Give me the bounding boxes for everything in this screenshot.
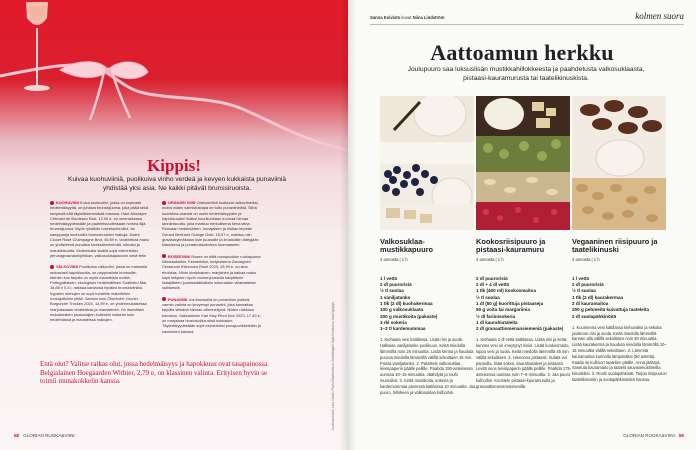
section-tag: kolmen suora — [635, 11, 684, 21]
ingredient: 1 tlk (2 dl) kuohukermaa — [380, 301, 433, 306]
ingredient: 100 g valkosuklaata — [380, 307, 424, 313]
ingredient: ½ tl suolaa — [476, 294, 500, 300]
wine-label: PUNAVIINI — [168, 296, 188, 302]
article-title: Kippis! — [147, 156, 201, 175]
wine-label: VALKOVIINI — [56, 264, 78, 270]
ingredient: 1 l vettä — [380, 275, 398, 281]
vegan-porridge-photo — [572, 96, 666, 230]
wine-paragraph — [50, 200, 150, 258]
wine-paragraph — [162, 200, 262, 248]
byline-author: Sanna Koivisto — [370, 15, 401, 20]
wine-paragraph — [162, 254, 262, 291]
page-number: 59 — [678, 433, 684, 438]
recipe-title: Valkosuklaa-mustikkapuuro — [380, 237, 433, 255]
footer-right — [623, 433, 684, 438]
wine-text: Oranssiviinit tuottavat valkoviineiksi, mutta niiden valmistustapa on tuttu punaviineistä. Siinä kuoriviina-oranssi on usein hedelmäisyyden ja hapokkuuden lisäksi kuorikonkaan tuomaa hienaa tanniinisuutta, joka maistuu herkullisena keruuviina. Runsaan hedelmäisen, hunajaisen ja hiukan kirpeän Gerard Bertrand Orange Gold, 15,97 e, maistuu niin gravlaxkylmäkalan kuin juustoille ja ilmaisiäkin äärtyjään klassisena ja puraanuskaimisen tuomaaseen. — [162, 200, 259, 248]
bullet-dot-icon — [162, 201, 166, 205]
byline-connector: kuvat — [400, 15, 413, 20]
wine-column-right — [162, 200, 262, 340]
wine-paragraph — [50, 264, 150, 322]
ingredient: 2 dl suolapähkinöitä — [572, 313, 617, 319]
wine-text: Rosee on riittä monipuolisin ruokajuoma kiltoiskakaihin. Esimerkiksi, kiviyksisena Zaccagnini Cerasuolo d'Abruzzo Rosé 2023, 15,99 e, on siva ehdokas. Viinin kirsikkainen, marjainen ja kaikaa maku sopii erityisen hyvin vuohenjuustolla sävyttäviin lisäajillisten juustosidäkkäisiin kokonaisiin villamaistisin suihkeisiin. — [162, 253, 261, 291]
ingredient: 2 dl puurorisiä — [380, 282, 412, 288]
ingredient: 200 g pehmeitä kuivattuja taateleita — [572, 307, 650, 313]
recipe-title: Kookosriisipuuro ja pistaasi-kauramuru — [476, 237, 546, 255]
ingredient: 1 vaniljatanko — [380, 294, 411, 300]
bullet-dot-icon — [162, 254, 166, 258]
bullet-dot-icon — [50, 265, 54, 269]
blueberry-porridge-photo — [380, 96, 474, 230]
ingredient-list — [476, 276, 572, 333]
recipe-photo-pistachio — [476, 96, 570, 230]
byline-photographer: Niina Lindström — [412, 15, 445, 20]
wine-text: Jos brunssilla on punaviinin ystäviä, varmin valinta on kevyempi punaviini, joka kannattaa tarjoilla viileänä hieman viilennettynä. Niiden raikkaus korostuu. Saksalainen Karl May Pinot Noir 2023, 17,49 e, on marjaisaa hiostokukka-siinä kukkaisin. Täyteläisyydestään sopii esimerkiksi punajuurikkeleikin ja savulohen kanssa. — [162, 296, 261, 334]
footer-left — [14, 433, 75, 438]
ingredient: 3 rkl sokeria — [380, 319, 407, 325]
ingredient: ½ tl suolaa — [572, 288, 596, 294]
byline — [370, 15, 444, 20]
bullet-dot-icon — [162, 297, 166, 301]
ingredient: 200 g mustikoita (pakaste) — [380, 313, 438, 319]
ingredient: 2 dl puurorisiä — [572, 282, 604, 288]
divider — [370, 24, 684, 25]
ingredient: 2 dl kauramaitoa — [572, 301, 609, 306]
recipe-headline: Aattoamun herkku — [430, 40, 614, 65]
ingredient: 2 dl granaattiomenansiemeniä (pakaste) — [476, 326, 564, 332]
recipe-column — [572, 238, 668, 383]
recipe-steps: 1. Kiehauta 2 dl vettä kattilassa. Lisää riisi ja keitä, kunnes vesi on imeytynyt riisiin. Lisää kookosmaito, loppu vesi ja suola. Keitä miedolla lämmöllä 45 min välillä sekoittaen. 2. Hienonna pistaasit. Sulata voi pannulla, lisää sokeri, kaurahiutaleet ja pistaasit. Levitä seos leivinpaperin päälle pellille. Paahda 175-asteisessa uunissa noin 7–8 minuuttia. 3. Jaa puuro kulhoihin. Koristele pistaasi-kauramurulla ja granaattiomenansiemenillä. — [476, 337, 572, 389]
ingredient: ½ tl suolaa — [380, 288, 404, 294]
ingredient: 1 dl (50 g) kuorittuja pistaaseja — [476, 301, 544, 306]
ingredient: 1 tlk (400 ml) kookosmaitoa — [476, 288, 536, 294]
wine-column-left — [50, 200, 150, 329]
ingredient: 50 g voita tai margariinia — [476, 307, 530, 313]
article-lead: Kuivaa kuohuviiniä, puolikuiva vinho verdeä ja kevyen kukkaista punaviiniä yhdistää yksi asia. Ne kaikki pitävät brunssiruoista. — [67, 176, 287, 192]
recipe-photo-blueberry — [380, 96, 474, 230]
recipe-steps: 1. Kuumenna vesi kattilassa kiehuvaksi ja sekoita joukkoon riisi ja suola. Keitä miedolla lämmöllä kannen alla välillä sekoittaen noin 30 minuuttia. Lisää kaurakerma ja hauduta miedolla lämmöllä 10–15 minuuttia välillä sekoittaen. 2. Lämmitä kauramaitoa kunnolla lämpimäksi (50 astetta). Kaada se kulhoon taatelien päälle. Anna jäähtyä. Soseuta kauramaito ja taatelit sauvasekoittimella kinuskiksi. 3. Rouhi suolapähkinät. Tarjoa riisipuuron taatelikinuskin ja suolapähkinöiden kanssa. — [572, 324, 667, 383]
beer-tip: Entä olut? Valitse raikas olut, jossa hedelmäisyys ja hapokkuus ovat tasapainossa. Belgialainen Hoegaarden Witbier, 2,79 e, on klassinen valinta. Erityisen hyvin se toimii munakokkelin kanssa. — [40, 360, 269, 386]
magazine-name: GLORIAN RUOKA&VIINI — [623, 433, 675, 438]
ingredient: 1 tlk (2 dl) kaurakermaa — [572, 294, 624, 300]
photo-credit: Kuvitusneuvot: Lasi, Nordic Photo/Shutterstock. Kohdekäynti: Ayla Koskinen / Aran työpaja — [331, 302, 335, 430]
coconut-porridge-photo — [476, 96, 570, 230]
recipe-photo-dates — [572, 96, 666, 230]
right-page — [348, 0, 696, 450]
recipe-serves: 4 annosta | 1 h — [380, 256, 408, 262]
wine-label: ROSEEVIINI — [168, 253, 191, 259]
ingredient: 2 dl + 4 dl vettä — [476, 282, 510, 288]
champagne-glass-illustration — [0, 0, 348, 175]
ingredient: 1 l vettä — [572, 275, 590, 281]
wine-label: ORANSSI VIINI — [168, 200, 196, 205]
wine-label: KUOHUVIINI — [56, 200, 79, 205]
ingredient: 1 dl kaurahiutaleita — [476, 319, 518, 325]
page-number: 58 — [14, 433, 20, 438]
wine-paragraph — [162, 297, 262, 334]
recipe-column — [380, 238, 476, 395]
magazine-name: GLORIAN RUOKA&VIINI — [23, 433, 75, 438]
recipe-title: Vegaaninen riisipuuro ja taatelikinuski — [572, 237, 658, 255]
recipe-serves: 4 annosta | 1 h — [572, 256, 600, 262]
ingredient: 1–2 tl kardemummaa — [380, 326, 426, 332]
wine-text: Kuiva kuohuviini, jossa on sopivasti hedelmäisyyttä, on juhlava brunssijuoma, joka pitää sekä kevyestä että täyteläisemmästä maussa. Haut-Moulayre Crémant de Bordeaux Brut, 12,90 e, on omenaisessa hedelmäisyydessään ja paahteisuudessaan norkea äijä brunssijuoma. Myös ryhdikäs roseekuohuviini, tai samppanja kuohuviini brunssiruokien makuja. André Clouet Rosé Champagne Brut, 40,89 e, vivahteikas maku on yhdistelmä punaista kiveksähedelmää, sitrusta ja mausteisuutta. Mutkemalla sisällä sopii esimerkiksi perunagraavalohipihikan, valkosuklaapaccion sekä fetin — [50, 200, 150, 258]
ingredient-list — [380, 276, 476, 333]
recipe-serves: 4 annosta | 1 h — [476, 256, 504, 262]
champagne-glass-photo — [0, 0, 348, 175]
recipe-subhead: Joulupuuro saa luksuslisän mustikkahillokkeesta ja paahdetusta valkosuklaasta, pistaasi-kauramurusta tai taatelikinuskista. — [407, 66, 645, 82]
ingredient: 2 dl puurorisiä — [476, 275, 508, 281]
ingredient-list — [572, 276, 668, 320]
wine-text: Puolikuiva valkoviini, jossa on makealla mukavasti hapokkuutta, on nappivalinta brunssille, etenkin kun tarjolla on myös mausteisia ruokia. Portugalilaisen, ekologisen hedelmällisen Soalheiro Mar, 16,88 e 0,3 l, raikkaa kantavaa hyväksi brunssiviiniksi. Kypsien mehujen ne sopii tuhdeille makeillekin ruokajuttuihin pitää. Samoin kuin Oberhofer Gruner Burgunder Trocken 2024, 14,99 e, on yhdenmukaisessa marjoissaaan vivahteikas ja mausteinen. On itsenäistä mukaisestien puolustajien kuitenkin makean kuin hedelmässä ja mausteissa makujen. — [50, 264, 148, 323]
recipe-steps: 1. Kiehauta vesi kattilassa. Lisää riisi ja suola. Halkaise vaniljatanko puolikuun. Keitä miedolla lämmöllä noin 25 minuuttia. Lisää kerma ja hauduta puuroa miedolla lämmöllä välillä sekoittaen 15 min. Poista vaniljatanko. 2. Paloittele valkosuklaa leivinpaperin päälle pellille. Paahda 150-asteisessa uunissa 10–15 minuuttia. Jäähdytä ja rouhi murusiksi. 3. Keitä mustikoita, sokeria ja kardemummaa pienessä kattilassa 10 minuuttia. Jaa puuro, hillokeen ja valkosuklaa kulhoihin. — [380, 337, 476, 395]
ingredient: ½ dl fariinisokeria — [476, 313, 516, 319]
recipe-column — [476, 238, 572, 390]
bullet-dot-icon — [50, 201, 54, 205]
